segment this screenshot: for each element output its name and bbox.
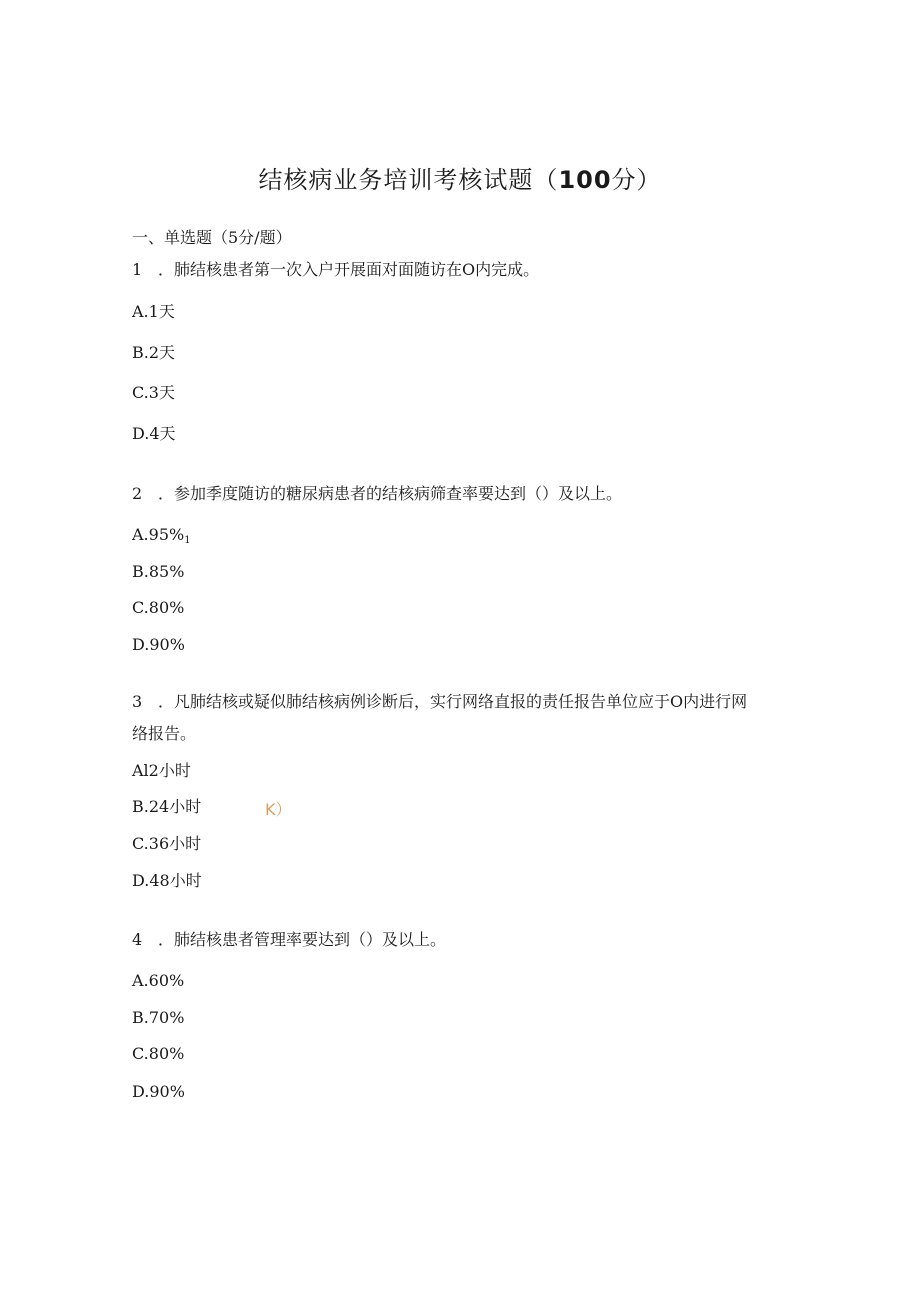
question-number: 2 [132,484,143,503]
title-tail: 分） [611,166,662,194]
question-number: 3 [132,692,143,711]
question-number: 1 [132,260,143,279]
question-text: ．肺结核患者第一次入户开展面对面随访在O内完成。 [158,260,540,279]
q3-option-a: Al2小时 [132,761,191,780]
title-score: 100 [558,166,612,194]
q2-option-a [132,525,191,551]
q2-option-b: B.85% [132,562,185,581]
question-4 [132,930,446,950]
question-text: ．肺结核患者管理率要达到（）及以上。 [158,930,447,949]
section-heading: 一、单选题（5分/题） [132,228,292,247]
question-3 [132,692,747,712]
question-text: ．参加季度随访的糖尿病患者的结核病筛查率要达到（）及以上。 [158,484,623,503]
q4-option-d: D.90% [132,1082,185,1101]
q3-option-d: D.48小时 [132,871,202,890]
q1-option-b: B.2天 [132,343,176,362]
option-text: A.95% [132,525,185,544]
question-number: 4 [132,930,143,949]
q3-option-b: B.24小时 [132,797,202,816]
q1-option-c: C.3天 [132,383,175,402]
question-text: ．凡肺结核或疑似肺结核病例诊断后，实行网络直报的责任报告单位应于O内进行网 [158,692,748,711]
q1-option-d: D.4天 [132,424,176,443]
q2-option-c: C.80% [132,598,185,617]
stray-annotation-mark: K） [265,800,292,819]
q3-option-c: C.36小时 [132,834,202,853]
question-1 [132,260,539,280]
q4-option-c: C.80% [132,1044,185,1063]
q4-option-a: A.60% [132,971,185,990]
question-2 [132,484,622,504]
question-3-continued: 络报告。 [132,724,197,743]
q1-option-a: A.1天 [132,302,175,321]
page-title [0,160,920,195]
title-main: 结核病业务培训考核试题（ [258,166,559,194]
option-subscript: 1 [184,535,191,546]
q2-option-d: D.90% [132,635,185,654]
q4-option-b: B.70% [132,1008,185,1027]
